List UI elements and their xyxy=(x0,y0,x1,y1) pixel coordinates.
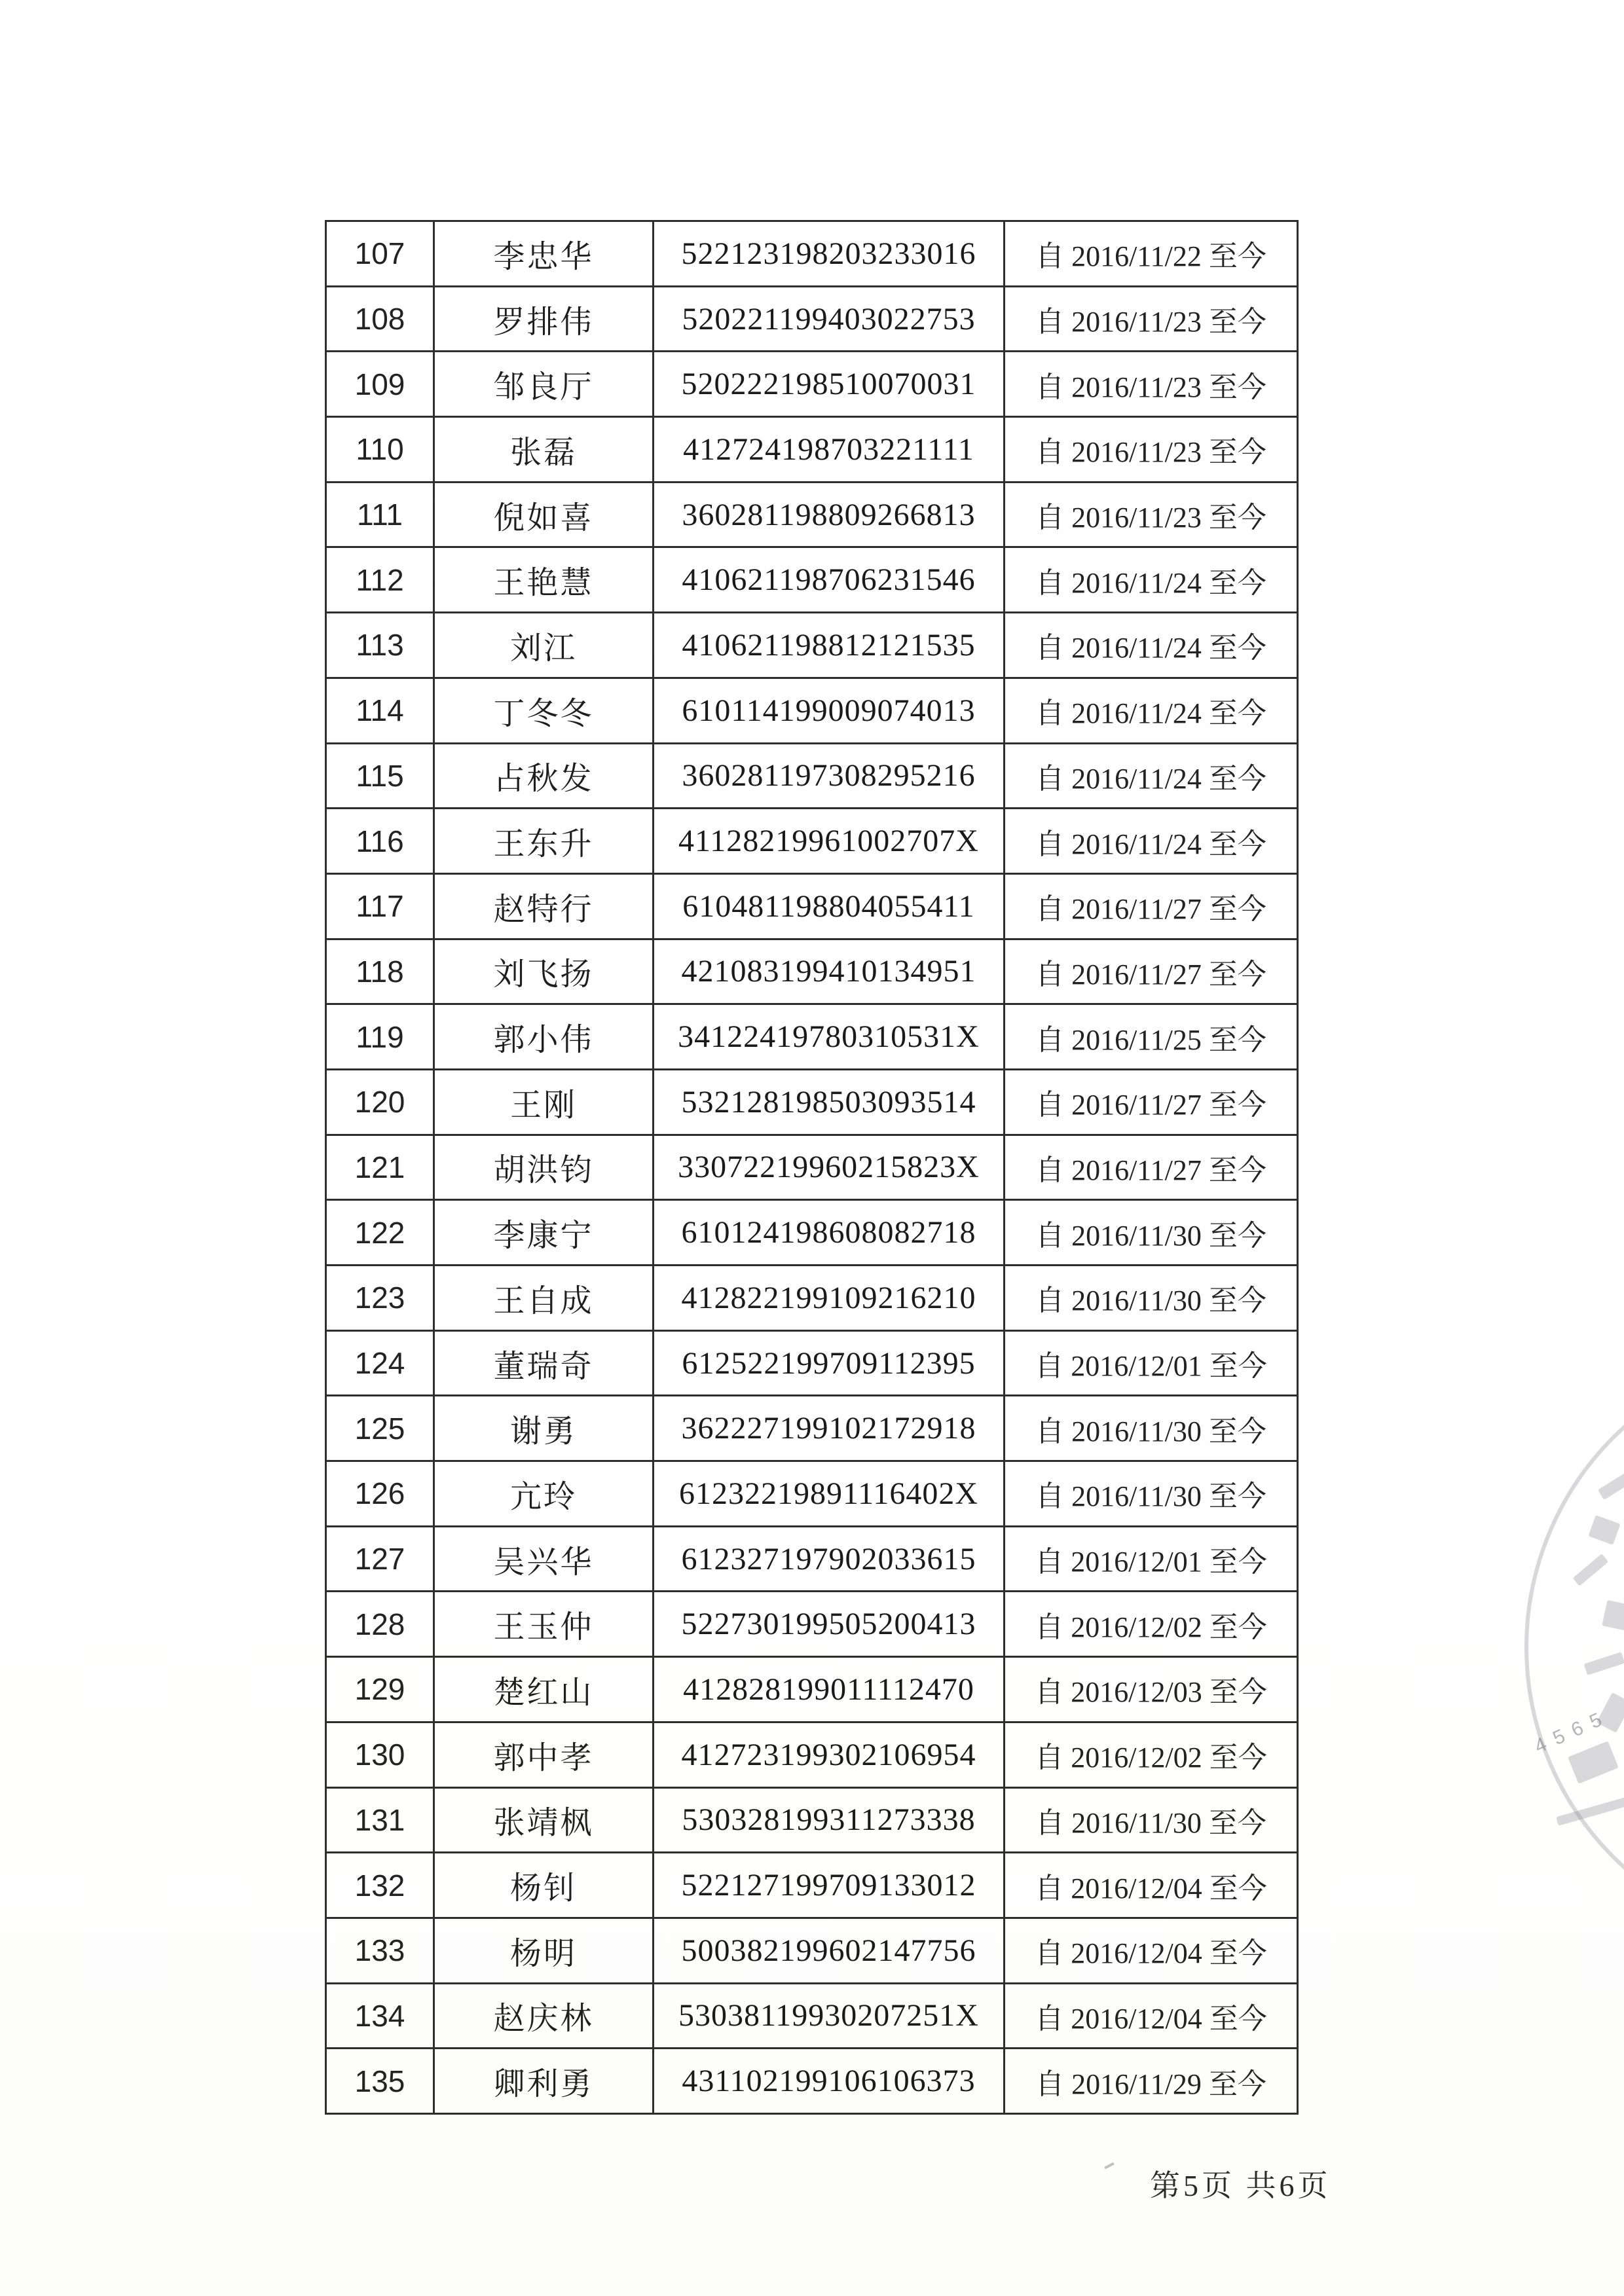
record-table-wrap xyxy=(325,220,1299,2115)
table-row xyxy=(326,613,1298,678)
name-cell: 张靖枫 xyxy=(434,1787,654,1853)
table-row xyxy=(326,1069,1298,1135)
row-number-cell: 114 xyxy=(326,678,434,743)
table-row xyxy=(326,286,1298,352)
period-cell: 自 2016/12/01 至今 xyxy=(1005,1526,1298,1592)
row-number-cell: 125 xyxy=(326,1396,434,1461)
period-cell: 自 2016/11/23 至今 xyxy=(1005,482,1298,547)
period-cell: 自 2016/11/27 至今 xyxy=(1005,1069,1298,1135)
name-cell: 卿利勇 xyxy=(434,2049,654,2114)
id-number-cell: 412828199011112470 xyxy=(654,1657,1005,1722)
row-number-cell: 110 xyxy=(326,417,434,483)
name-cell: 王艳慧 xyxy=(434,547,654,613)
table-row xyxy=(326,221,1298,287)
row-number-cell: 132 xyxy=(326,1853,434,1918)
id-number-cell: 412724198703221111 xyxy=(654,417,1005,483)
id-number-cell: 360281198809266813 xyxy=(654,482,1005,547)
table-row xyxy=(326,809,1298,874)
table-row xyxy=(326,1200,1298,1266)
row-number-cell: 115 xyxy=(326,743,434,809)
name-cell: 丁冬冬 xyxy=(434,678,654,743)
period-cell: 自 2016/11/23 至今 xyxy=(1005,286,1298,352)
name-cell: 杨明 xyxy=(434,1918,654,1983)
name-cell: 赵特行 xyxy=(434,873,654,939)
period-cell: 自 2016/11/27 至今 xyxy=(1005,939,1298,1004)
table-row xyxy=(326,1853,1298,1918)
table-row xyxy=(326,482,1298,547)
period-cell: 自 2016/11/22 至今 xyxy=(1005,221,1298,287)
table-row xyxy=(326,939,1298,1004)
row-number-cell: 119 xyxy=(326,1004,434,1070)
row-number-cell: 118 xyxy=(326,939,434,1004)
name-cell: 王自成 xyxy=(434,1266,654,1331)
table-row xyxy=(326,2049,1298,2114)
id-number-cell: 610124198608082718 xyxy=(654,1200,1005,1266)
period-cell: 自 2016/11/27 至今 xyxy=(1005,873,1298,939)
id-number-cell: 532128198503093514 xyxy=(654,1069,1005,1135)
row-number-cell: 111 xyxy=(326,482,434,547)
row-number-cell: 130 xyxy=(326,1722,434,1787)
period-cell: 自 2016/11/30 至今 xyxy=(1005,1461,1298,1527)
table-row xyxy=(326,1004,1298,1070)
record-table xyxy=(325,220,1299,2115)
name-cell: 张磊 xyxy=(434,417,654,483)
table-row xyxy=(326,1592,1298,1657)
period-cell: 自 2016/12/04 至今 xyxy=(1005,1853,1298,1918)
id-number-cell: 410621198812121535 xyxy=(654,613,1005,678)
table-row xyxy=(326,1787,1298,1853)
period-cell: 自 2016/11/24 至今 xyxy=(1005,613,1298,678)
row-number-cell: 117 xyxy=(326,873,434,939)
row-number-cell: 134 xyxy=(326,1983,434,2049)
name-cell: 王东升 xyxy=(434,809,654,874)
period-cell: 自 2016/11/23 至今 xyxy=(1005,417,1298,483)
row-number-cell: 116 xyxy=(326,809,434,874)
id-number-cell: 610481198804055411 xyxy=(654,873,1005,939)
table-row xyxy=(326,1266,1298,1331)
row-number-cell: 129 xyxy=(326,1657,434,1722)
name-cell: 郭小伟 xyxy=(434,1004,654,1070)
row-number-cell: 135 xyxy=(326,2049,434,2114)
name-cell: 杨钊 xyxy=(434,1853,654,1918)
name-cell: 占秋发 xyxy=(434,743,654,809)
table-row xyxy=(326,417,1298,483)
table-row xyxy=(326,743,1298,809)
id-number-cell: 421083199410134951 xyxy=(654,939,1005,1004)
period-cell: 自 2016/11/24 至今 xyxy=(1005,547,1298,613)
seal-digits: 4565 xyxy=(1531,1705,1614,1758)
name-cell: 董瑞奇 xyxy=(434,1330,654,1396)
row-number-cell: 128 xyxy=(326,1592,434,1657)
id-number-cell: 431102199106106373 xyxy=(654,2049,1005,2114)
period-cell: 自 2016/11/23 至今 xyxy=(1005,352,1298,417)
name-cell: 楚红山 xyxy=(434,1657,654,1722)
name-cell: 谢勇 xyxy=(434,1396,654,1461)
row-number-cell: 120 xyxy=(326,1069,434,1135)
name-cell: 刘飞扬 xyxy=(434,939,654,1004)
page-footer: 第5页 共6页 xyxy=(1150,2169,1331,2202)
id-number-cell: 522127199709133012 xyxy=(654,1853,1005,1918)
period-cell: 自 2016/11/30 至今 xyxy=(1005,1396,1298,1461)
id-number-cell: 41128219961002707X xyxy=(654,809,1005,874)
row-number-cell: 127 xyxy=(326,1526,434,1592)
period-cell: 自 2016/11/27 至今 xyxy=(1005,1135,1298,1200)
period-cell: 自 2016/11/24 至今 xyxy=(1005,809,1298,874)
name-cell: 李忠华 xyxy=(434,221,654,287)
row-number-cell: 131 xyxy=(326,1787,434,1853)
period-cell: 自 2016/11/24 至今 xyxy=(1005,743,1298,809)
name-cell: 李康宁 xyxy=(434,1200,654,1266)
name-cell: 王玉仲 xyxy=(434,1592,654,1657)
id-number-cell: 412723199302106954 xyxy=(654,1722,1005,1787)
name-cell: 刘江 xyxy=(434,613,654,678)
table-row xyxy=(326,1135,1298,1200)
row-number-cell: 122 xyxy=(326,1200,434,1266)
table-row xyxy=(326,352,1298,417)
row-number-cell: 126 xyxy=(326,1461,434,1527)
row-number-cell: 133 xyxy=(326,1918,434,1983)
name-cell: 邹良厅 xyxy=(434,352,654,417)
id-number-cell: 522730199505200413 xyxy=(654,1592,1005,1657)
table-row xyxy=(326,1461,1298,1527)
period-cell: 自 2016/11/30 至今 xyxy=(1005,1787,1298,1853)
row-number-cell: 107 xyxy=(326,221,434,287)
table-row xyxy=(326,1657,1298,1722)
id-number-cell: 34122419780310531X xyxy=(654,1004,1005,1070)
period-cell: 自 2016/11/30 至今 xyxy=(1005,1266,1298,1331)
table-row xyxy=(326,1983,1298,2049)
id-number-cell: 612522199709112395 xyxy=(654,1330,1005,1396)
id-number-cell: 410621198706231546 xyxy=(654,547,1005,613)
table-row xyxy=(326,678,1298,743)
id-number-cell: 53038119930207251X xyxy=(654,1983,1005,2049)
table-row xyxy=(326,1396,1298,1461)
name-cell: 王刚 xyxy=(434,1069,654,1135)
period-cell: 自 2016/12/04 至今 xyxy=(1005,1918,1298,1983)
id-number-cell: 61232219891116402X xyxy=(654,1461,1005,1527)
period-cell: 自 2016/11/29 至今 xyxy=(1005,2049,1298,2114)
period-cell: 自 2016/12/04 至今 xyxy=(1005,1983,1298,2049)
period-cell: 自 2016/11/25 至今 xyxy=(1005,1004,1298,1070)
id-number-cell: 362227199102172918 xyxy=(654,1396,1005,1461)
row-number-cell: 124 xyxy=(326,1330,434,1396)
row-number-cell: 123 xyxy=(326,1266,434,1331)
id-number-cell: 500382199602147756 xyxy=(654,1918,1005,1983)
row-number-cell: 108 xyxy=(326,286,434,352)
id-number-cell: 412822199109216210 xyxy=(654,1266,1005,1331)
id-number-cell: 520221199403022753 xyxy=(654,286,1005,352)
id-number-cell: 520222198510070031 xyxy=(654,352,1005,417)
name-cell: 郭中孝 xyxy=(434,1722,654,1787)
period-cell: 自 2016/12/02 至今 xyxy=(1005,1592,1298,1657)
period-cell: 自 2016/11/24 至今 xyxy=(1005,678,1298,743)
table-row xyxy=(326,1330,1298,1396)
id-number-cell: 530328199311273338 xyxy=(654,1787,1005,1853)
name-cell: 倪如喜 xyxy=(434,482,654,547)
row-number-cell: 109 xyxy=(326,352,434,417)
id-number-cell: 522123198203233016 xyxy=(654,221,1005,287)
row-number-cell: 121 xyxy=(326,1135,434,1200)
id-number-cell: 610114199009074013 xyxy=(654,678,1005,743)
name-cell: 胡洪钧 xyxy=(434,1135,654,1200)
name-cell: 吴兴华 xyxy=(434,1526,654,1592)
table-row xyxy=(326,1918,1298,1983)
period-cell: 自 2016/12/01 至今 xyxy=(1005,1330,1298,1396)
period-cell: 自 2016/11/30 至今 xyxy=(1005,1200,1298,1266)
name-cell: 罗排伟 xyxy=(434,286,654,352)
record-table-body xyxy=(326,221,1298,2114)
period-cell: 自 2016/12/03 至今 xyxy=(1005,1657,1298,1722)
name-cell: 赵庆林 xyxy=(434,1983,654,2049)
id-number-cell: 612327197902033615 xyxy=(654,1526,1005,1592)
name-cell: 亢玲 xyxy=(434,1461,654,1527)
period-cell: 自 2016/12/02 至今 xyxy=(1005,1722,1298,1787)
row-number-cell: 112 xyxy=(326,547,434,613)
id-number-cell: 33072219960215823X xyxy=(654,1135,1005,1200)
row-number-cell: 113 xyxy=(326,613,434,678)
table-row xyxy=(326,873,1298,939)
table-row xyxy=(326,1526,1298,1592)
table-row xyxy=(326,1722,1298,1787)
table-row xyxy=(326,547,1298,613)
id-number-cell: 360281197308295216 xyxy=(654,743,1005,809)
